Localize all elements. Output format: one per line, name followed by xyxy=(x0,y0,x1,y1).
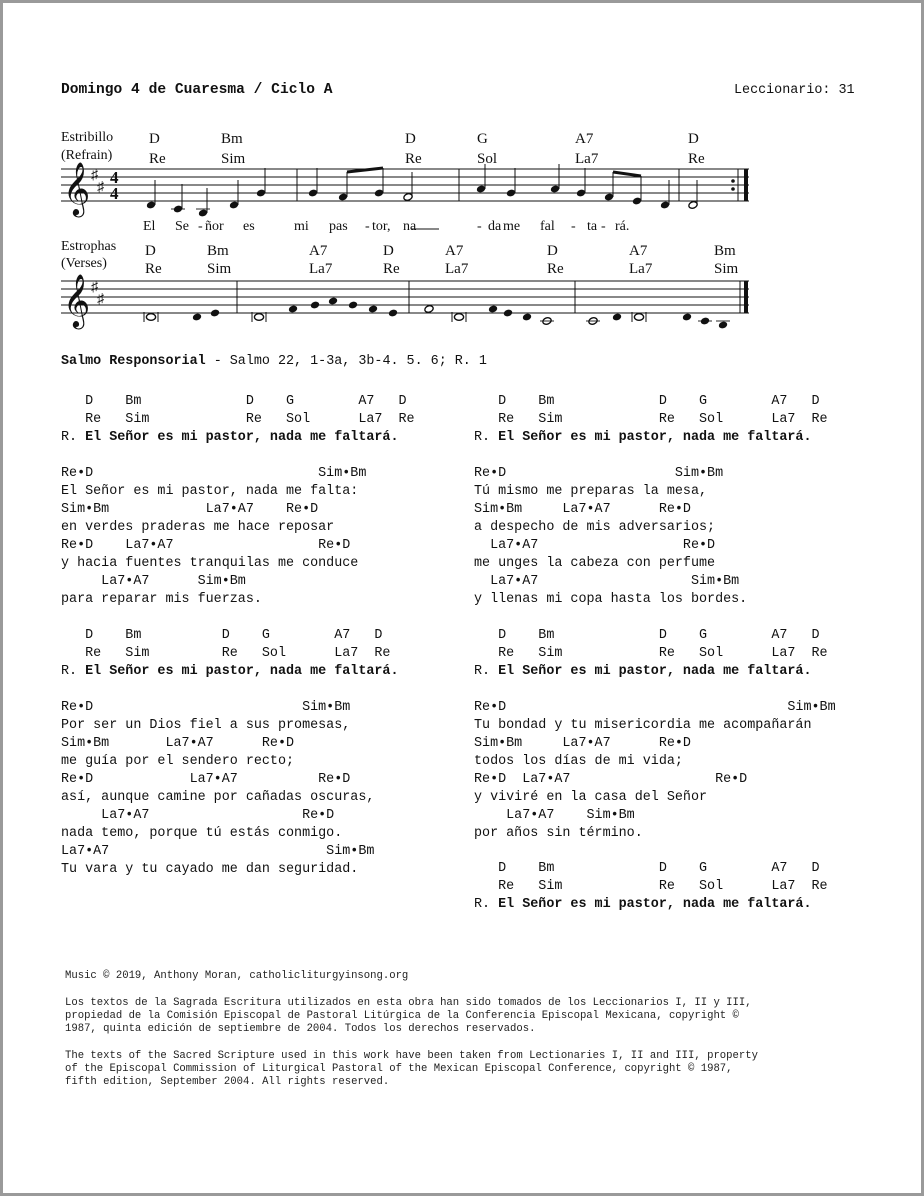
breve-note xyxy=(146,314,155,321)
lyric-line: Tu vara y tu cayado me dan seguridad. xyxy=(61,862,359,877)
lyric-line: por años sin término. xyxy=(474,826,643,841)
lyric-line: así, aunque camine por cañadas oscuras, xyxy=(61,790,375,805)
chord-line: La7•A7 Re•D xyxy=(61,808,335,823)
response-line xyxy=(474,896,812,914)
refrain-lyric: na xyxy=(403,219,417,234)
final-barline xyxy=(744,169,748,201)
response-marker: R. xyxy=(61,664,86,679)
note xyxy=(488,305,498,314)
repeat-dot xyxy=(731,179,735,183)
lyric-line: Tú mismo me preparas la mesa, xyxy=(474,484,708,499)
note xyxy=(328,297,338,306)
response-text: El Señor es mi pastor, nada me faltará. xyxy=(498,664,812,679)
verse-chord-es: Re xyxy=(547,261,564,277)
chord-line: La7•A7 Sim•Bm xyxy=(61,844,375,859)
refrain-lyric: - xyxy=(365,219,370,234)
refrain-chord-es: Re xyxy=(149,151,166,167)
verse-chord-es: La7 xyxy=(309,261,333,277)
refrain-chord-en: A7 xyxy=(575,131,594,147)
lyric-line: todos los días de mi vida; xyxy=(474,754,683,769)
lyric-line: para reparar mis fuerzas. xyxy=(61,592,262,607)
response-text: El Señor es mi pastor, nada me faltará. xyxy=(85,430,399,445)
response-marker: R. xyxy=(474,897,499,912)
refrain-chord-es: Sim xyxy=(221,151,246,167)
chord-line: Sim•Bm La7•A7 Re•D xyxy=(61,502,319,517)
refrain-lyric: mi xyxy=(294,219,309,234)
refrain-lyric: ñor xyxy=(205,219,224,234)
chord-line: La7•A7 Sim•Bm xyxy=(61,574,246,589)
verse-chord-en: Bm xyxy=(207,243,229,259)
response-text: El Señor es mi pastor, nada me faltará. xyxy=(498,430,812,445)
refrain-chord-en: D xyxy=(405,131,416,147)
refrain-lyric: tor, xyxy=(372,219,391,234)
verse-chord-en: D xyxy=(547,243,558,259)
time-signature: 4 xyxy=(110,168,119,187)
verses-label: Estrophas xyxy=(61,239,117,254)
chord-line: Re•D La7•A7 Re•D xyxy=(61,538,351,553)
refrain-chord-en: D xyxy=(149,131,160,147)
refrain-label: (Refrain) xyxy=(61,148,113,163)
final-barline xyxy=(744,281,748,313)
footer-line: Los textos de la Sagrada Escritura utilizados en esta obra han sido tomados de los Leccionarios I, II y III, xyxy=(65,996,752,1009)
refrain-lyric: fal xyxy=(540,219,555,234)
lyric-line: y hacia fuentes tranquilas me conduce xyxy=(61,556,359,571)
verse-chord-es: Re xyxy=(383,261,400,277)
time-signature: 4 xyxy=(110,184,119,203)
chord-line: La7•A7 Re•D xyxy=(474,538,716,553)
chord-line: Sim•Bm La7•A7 Re•D xyxy=(61,736,295,751)
note xyxy=(368,305,378,314)
chord-line: D Bm D G A7 D xyxy=(61,394,407,409)
lyric-line: en verdes praderas me hace reposar xyxy=(61,520,335,535)
footer-line: Music © 2019, Anthony Moran, catholicliturgyinsong.org xyxy=(65,970,409,982)
refrain-lyric: me xyxy=(503,219,521,234)
refrain-lyric: es xyxy=(243,219,255,234)
treble-clef-icon: 𝄞 xyxy=(63,163,91,214)
response-line xyxy=(61,663,399,681)
note xyxy=(503,309,513,318)
verse-chord-en: D xyxy=(383,243,394,259)
lectionary-number: Leccionario: 31 xyxy=(734,83,855,98)
response-marker: R. xyxy=(61,430,86,445)
refrain-chord-es: Re xyxy=(405,151,422,167)
verse-chord-en: A7 xyxy=(309,243,328,259)
lyric-line: Tu bondad y tu misericordia me acompañarán xyxy=(474,718,812,733)
refrain-chord-en: G xyxy=(477,131,488,147)
chord-line: Re•D Sim•Bm xyxy=(474,700,836,715)
verse-chord-es: La7 xyxy=(445,261,469,277)
psalm-heading xyxy=(61,353,487,371)
verse-chord-en: A7 xyxy=(629,243,648,259)
chord-line: Sim•Bm La7•A7 Re•D xyxy=(474,502,691,517)
chord-line: Re Sim Re Sol La7 Re xyxy=(61,646,391,661)
chord-line: Re Sim Re Sol La7 Re xyxy=(474,879,828,894)
chord-line: D Bm D G A7 D xyxy=(474,628,820,643)
page-title: Domingo 4 de Cuaresma / Ciclo A xyxy=(61,82,333,98)
response-line xyxy=(474,663,812,681)
refrain-chord-es: Re xyxy=(688,151,705,167)
chord-line: D Bm D G A7 D xyxy=(474,394,820,409)
chord-line: D Bm D G A7 D xyxy=(474,861,820,876)
chord-line: La7•A7 Sim•Bm xyxy=(474,808,635,823)
refrain-lyric: - xyxy=(198,219,203,234)
breve-note xyxy=(254,314,263,321)
chord-line: Re•D La7•A7 Re•D xyxy=(474,772,748,787)
response-text: El Señor es mi pastor, nada me faltará. xyxy=(85,664,399,679)
refrain-lyric: Se xyxy=(175,219,189,234)
key-signature-icon: ♯ xyxy=(97,292,104,307)
footer-line: fifth edition, September 2004. All rights reserved. xyxy=(65,1076,390,1089)
half-note xyxy=(424,305,434,314)
verse-chord-es: Sim xyxy=(207,261,232,277)
footer-line: 1987, quinta edición de septiembre de 2004. Todos los derechos reservados. xyxy=(65,1023,536,1036)
refrain-chord-en: Bm xyxy=(221,131,243,147)
response-marker: R. xyxy=(474,430,499,445)
chord-line: La7•A7 Sim•Bm xyxy=(474,574,740,589)
note xyxy=(682,313,692,322)
breve-note xyxy=(454,314,463,321)
key-signature-icon: ♯ xyxy=(97,180,104,195)
chord-line: Re Sim Re Sol La7 Re xyxy=(61,412,415,427)
chord-line: Re Sim Re Sol La7 Re xyxy=(474,412,828,427)
verse-chord-en: D xyxy=(145,243,156,259)
key-signature-icon: ♯ xyxy=(91,168,98,183)
response-marker: R. xyxy=(474,664,499,679)
verse-chord-en: A7 xyxy=(445,243,464,259)
note xyxy=(192,313,202,322)
response-line xyxy=(61,429,399,447)
chord-line: Re•D La7•A7 Re•D xyxy=(61,772,351,787)
footer-line: propiedad de la Comisión Episcopal de Pastoral Litúrgica de la Conferencia Episcopal Mexicana, copyright © xyxy=(65,1009,739,1022)
verse-chord-es: Sim xyxy=(714,261,739,277)
note xyxy=(348,301,358,310)
note xyxy=(388,309,398,318)
key-signature-icon: ♯ xyxy=(91,280,98,295)
lyric-line: y viviré en la casa del Señor xyxy=(474,790,708,805)
refrain-lyric: pas xyxy=(329,219,348,234)
refrain-lyric: - xyxy=(571,219,576,234)
score-page xyxy=(3,3,921,1193)
chord-line: Re•D Sim•Bm xyxy=(474,466,724,481)
verse-chord-es: Re xyxy=(145,261,162,277)
lyric-line: nada temo, porque tú estás conmigo. xyxy=(61,826,343,841)
note xyxy=(210,309,220,318)
lyric-line: y llenas mi copa hasta los bordes. xyxy=(474,592,748,607)
response-text: El Señor es mi pastor, nada me faltará. xyxy=(498,897,812,912)
refrain-chord-en: D xyxy=(688,131,699,147)
note xyxy=(718,321,728,330)
refrain-lyric: - xyxy=(477,219,482,234)
psalm-label: Salmo Responsorial xyxy=(61,354,206,369)
chord-line: Sim•Bm La7•A7 Re•D xyxy=(474,736,691,751)
chord-line: Re•D Sim•Bm xyxy=(61,466,367,481)
refrain-lyric: El xyxy=(143,219,156,234)
footer-line: of the Episcopal Commission of Liturgical Pastoral of the Mexican Episcopal Conference, copyright © 1987, xyxy=(65,1063,733,1076)
repeat-dot xyxy=(731,187,735,191)
verse-chord-es: La7 xyxy=(629,261,653,277)
response-line xyxy=(474,429,812,447)
beam xyxy=(613,172,641,176)
refrain-chord-es: La7 xyxy=(575,151,599,167)
refrain-chord-es: Sol xyxy=(477,151,498,167)
verse-chord-en: Bm xyxy=(714,243,736,259)
note xyxy=(310,301,320,310)
note xyxy=(612,313,622,322)
breve-note xyxy=(634,314,643,321)
refrain-label: Estribillo xyxy=(61,130,114,145)
refrain-lyric: ta xyxy=(587,219,598,234)
psalm-reference: - Salmo 22, 1-3a, 3b-4. 5. 6; R. 1 xyxy=(205,354,487,369)
chord-line: Re•D Sim•Bm xyxy=(61,700,351,715)
footer-line: The texts of the Sacred Scripture used in this work have been taken from Lectionaries I, II and III, property xyxy=(65,1049,758,1062)
music-notation xyxy=(3,3,921,343)
lyric-line: me unges la cabeza con perfume xyxy=(474,556,716,571)
refrain-lyric: rá. xyxy=(615,219,630,234)
lyric-line: El Señor es mi pastor, nada me falta: xyxy=(61,484,359,499)
note xyxy=(522,313,532,322)
chord-line: D Bm D G A7 D xyxy=(61,628,383,643)
refrain-lyric: - xyxy=(601,219,606,234)
lyric-line: Por ser un Dios fiel a sus promesas, xyxy=(61,718,351,733)
chord-line: Re Sim Re Sol La7 Re xyxy=(474,646,828,661)
lyric-line: me guía por el sendero recto; xyxy=(61,754,295,769)
treble-clef-icon: 𝄞 xyxy=(63,275,91,326)
note xyxy=(288,305,298,314)
refrain-lyric: da xyxy=(488,219,502,234)
verses-label: (Verses) xyxy=(61,256,107,271)
lyric-line: a despecho de mis adversarios; xyxy=(474,520,716,535)
